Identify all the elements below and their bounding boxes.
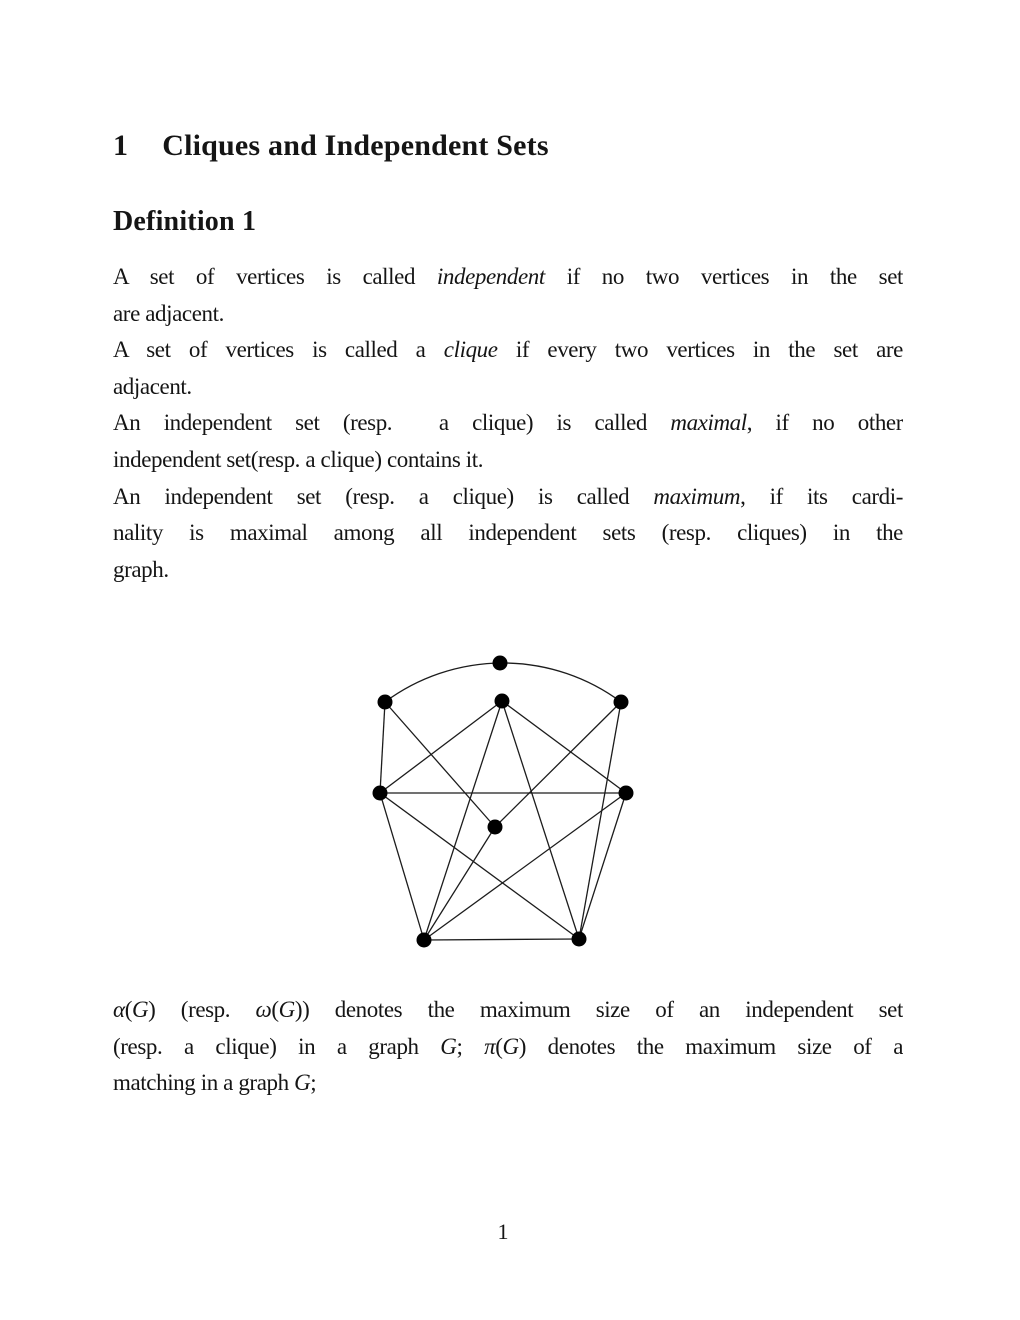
graph-edge <box>495 702 621 827</box>
text-line <box>113 479 903 516</box>
section-heading <box>113 129 549 163</box>
text-segment: adjacent. <box>113 373 192 399</box>
graph-edge <box>424 701 502 940</box>
text-line <box>113 405 903 442</box>
text-segment: A set of vertices is called a <box>113 337 444 363</box>
graph-vertex <box>488 820 503 835</box>
text-segment: (resp. a clique) in a graph <box>113 1033 441 1059</box>
graph-edge <box>502 701 626 793</box>
text-segment: ; <box>310 1070 317 1096</box>
graph-edge <box>502 701 579 939</box>
graph-vertex <box>373 786 388 801</box>
text-segment: nality is maximal among all independent sets (resp. cliques) in the <box>113 520 903 546</box>
italic-text-segment: ω <box>255 997 272 1022</box>
text-segment: ( <box>495 1033 503 1059</box>
italic-text-segment: clique <box>443 337 498 363</box>
text-segment: An independent set (resp. a clique) is called <box>113 483 654 509</box>
italic-text-segment: G <box>278 997 295 1022</box>
graph-edge <box>424 793 626 940</box>
italic-text-segment: maximum <box>653 483 741 509</box>
text-segment: matching in a graph <box>113 1070 295 1096</box>
text-segment: ; <box>456 1033 485 1059</box>
graph-edge <box>380 793 424 940</box>
graph-vertex <box>417 933 432 948</box>
text-line <box>113 369 903 406</box>
italic-text-segment: G <box>131 997 149 1022</box>
text-segment: ) denotes the maximum size of a <box>518 1033 903 1059</box>
text-segment: ( <box>124 997 132 1022</box>
text-line <box>113 1065 903 1102</box>
text-line <box>113 992 903 1029</box>
graph-edge <box>380 702 385 793</box>
graph-edge <box>424 827 495 940</box>
text-line <box>113 552 903 589</box>
text-line <box>113 1029 903 1066</box>
section-number: 1 <box>113 129 129 162</box>
text-segment: if no two vertices in the set <box>544 264 903 289</box>
notation-paragraph <box>113 992 903 1102</box>
graph-vertex <box>495 694 510 709</box>
graph-edge <box>380 793 579 939</box>
definition-heading: Definition 1 <box>113 206 257 237</box>
text-segment: independent set(resp. a clique) contains it. <box>113 446 484 472</box>
graph-edge <box>385 702 495 827</box>
text-segment: )) denotes the maximum size of an independent set <box>294 997 903 1022</box>
text-line <box>113 296 903 333</box>
text-segment: A set of vertices is called <box>113 264 437 289</box>
section-title: Cliques and Independent Sets <box>162 129 549 162</box>
graph-vertex <box>493 656 508 671</box>
page-number: 1 <box>497 1219 509 1244</box>
graph-vertex <box>614 695 629 710</box>
graph-edge <box>380 701 502 793</box>
graph-edge <box>579 793 626 939</box>
italic-text-segment: G <box>440 1033 457 1059</box>
text-segment: are adjacent. <box>113 300 224 326</box>
italic-text-segment: G <box>294 1070 311 1096</box>
graph-edge <box>424 939 579 940</box>
text-segment: ( <box>271 997 279 1022</box>
text-segment: An independent set (resp. a clique) is called <box>113 410 671 436</box>
italic-text-segment: α <box>113 997 125 1022</box>
graph-curved-edge <box>385 663 621 702</box>
graph-edge <box>579 702 621 939</box>
italic-text-segment: G <box>502 1033 519 1059</box>
definitions-paragraph <box>113 259 903 588</box>
graph-vertex <box>572 932 587 947</box>
italic-text-segment: π <box>484 1033 496 1059</box>
text-line <box>113 515 903 552</box>
text-line <box>113 259 903 296</box>
text-segment: graph. <box>113 556 169 582</box>
text-line <box>113 332 903 369</box>
text-segment: if every two vertices in the set are <box>497 337 903 363</box>
italic-text-segment: maximal <box>670 410 747 436</box>
italic-text-segment: independent <box>436 264 545 289</box>
text-line <box>113 442 903 479</box>
graph-vertex <box>619 786 634 801</box>
text-segment: , if no other <box>746 410 903 436</box>
graph-vertex <box>378 695 393 710</box>
text-segment: ) (resp. <box>148 997 256 1022</box>
text-segment: , if its cardi- <box>740 483 903 509</box>
